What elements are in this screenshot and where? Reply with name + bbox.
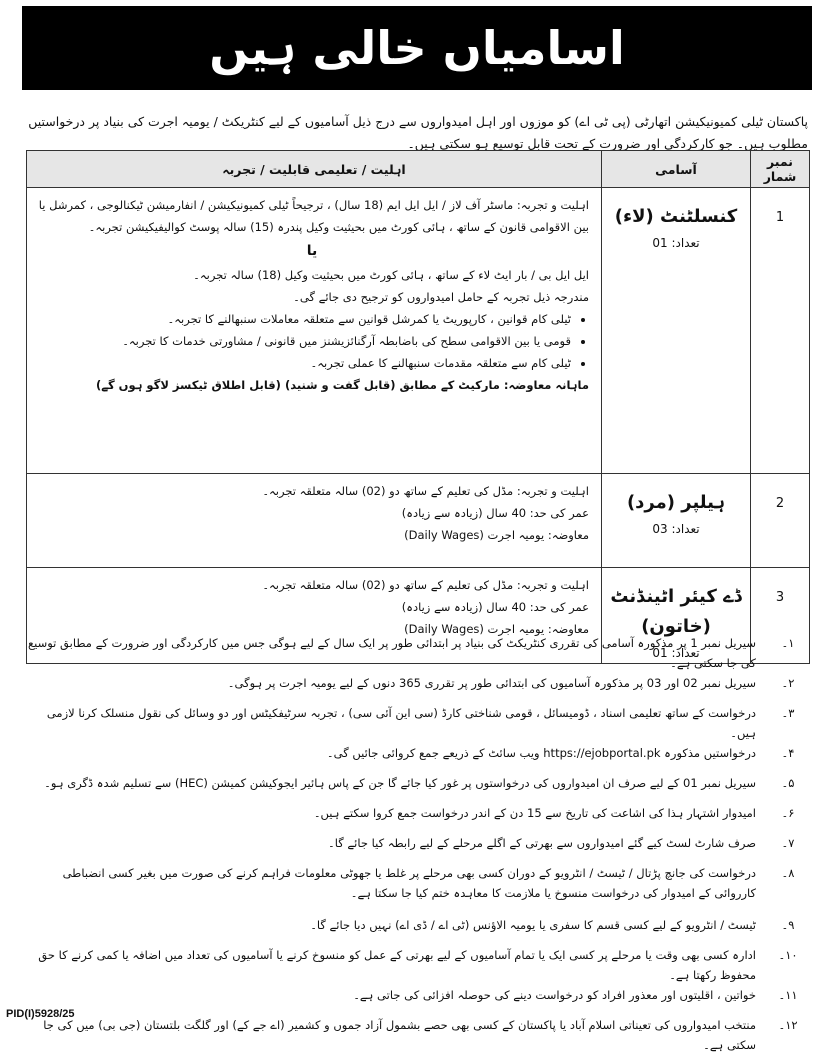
list-item xyxy=(26,773,795,803)
age-line: عمر کی حد: 40 سال (زیادہ سے زیادہ) xyxy=(401,600,589,614)
qualification-line: اہلیت و تجربہ: ماسٹر آف لاز / ایل ایل ایم (18 سال) ، ترجیحاً ٹیلی کمیونیکیشن / انفارمیشن ٹیکنالوجی ، کمرشل یا بین الاقوامی قانون کے ساتھ ، ہائی کورٹ میں بحیثیت وکیل پندرہ (15) سالہ پوسٹ کوالیفیکیشن تجربہ۔ xyxy=(38,198,589,234)
row-qualification xyxy=(27,188,602,474)
vacancies-banner xyxy=(22,6,812,90)
list-item xyxy=(26,1015,798,1055)
post-title: ہیلپر (مرد) xyxy=(626,492,726,513)
qualification-line: اہلیت و تجربہ: مڈل کی تعلیم کے ساتھ دو (02) سالہ متعلقہ تجربہ۔ xyxy=(262,578,589,592)
list-item xyxy=(26,803,795,833)
list-item xyxy=(26,743,795,773)
header-serial: نمبر شمار xyxy=(751,151,810,188)
terms-list xyxy=(26,633,798,1055)
wage-english: (Daily Wages) xyxy=(404,528,484,542)
row-serial: 1 xyxy=(751,188,810,474)
note-text: درخواست کے ساتھ تعلیمی اسناد ، ڈومیسائل ، قومی شناختی کارڈ (سی این آئی سی) ، تجربہ سرٹیفکیٹس اور دو وسائل کی نقول منسلک کرنا لازمی ہیں۔ xyxy=(46,706,756,740)
pid-code: PID(I)5928/25 xyxy=(6,1008,75,1020)
note-text: خواتین ، اقلیتوں اور معذور افراد کو درخواست دینے کی حوصلہ افزائی کی جاتی ہے۔ xyxy=(353,988,756,1002)
qualification-line: ایل ایل بی / بار ایٹ لاء کے ساتھ ، ہائی کورٹ میں بحیثیت وکیل (18) سالہ تجربہ۔ xyxy=(193,268,589,282)
note-number: ۳۔ xyxy=(781,706,795,720)
wage-english: (Daily Wages) xyxy=(404,622,484,636)
list-item xyxy=(26,633,795,673)
post-title: کنسلٹنٹ (لاء) xyxy=(614,206,738,227)
list-item xyxy=(26,673,795,703)
age-line: عمر کی حد: 40 سال (زیادہ سے زیادہ) xyxy=(401,506,589,520)
note-text: سیریل نمبر 01 کے لیے صرف ان امیدواروں کی درخواستوں پر غور کیا جائے گا جن کے پاس ہائیر ایجوکیشن کمیشن (HEC) سے تسلیم شدہ ڈگری ہو۔ xyxy=(44,776,756,790)
wage-line xyxy=(35,524,589,546)
note-number: ۵۔ xyxy=(781,776,795,790)
note-text: ٹیسٹ / انٹرویو کے لیے کسی قسم کا سفری یا یومیہ الاؤنس (ٹی اے / ڈی اے) نہیں دیا جائے گا۔ xyxy=(310,918,756,932)
note-number: ۹۔ xyxy=(781,918,795,932)
preference-list xyxy=(35,308,589,374)
note-number: ۷۔ xyxy=(781,836,795,850)
list-item: • قومی یا بین الاقوامی سطح کی باضابطہ آرگنائزیشنز میں قانونی / مشاورتی خدمات کا تجربہ۔ xyxy=(35,330,571,352)
note-number: ۱۱۔ xyxy=(778,988,798,1002)
salary-line: ماہانہ معاوضہ: مارکیٹ کے مطابق (قابل گفت و شنید) (قابل اطلاق ٹیکسز لاگو ہوں گے) xyxy=(95,378,589,392)
header-qualification: اہلیت / تعلیمی قابلیت / تجربہ xyxy=(27,151,602,188)
list-item xyxy=(26,703,795,743)
row-serial: 3 xyxy=(751,568,810,664)
note-number: ۸۔ xyxy=(781,866,795,880)
wage-label: معاوضہ: یومیہ اجرت xyxy=(487,528,589,542)
table-row xyxy=(27,188,810,474)
note-text: سیریل نمبر 02 اور 03 پر مذکورہ آسامیوں کی ابتدائی طور پر تقرری 365 دنوں کے لیے یومیہ اجرت پر ہوگی۔ xyxy=(227,676,756,690)
note-number: ۶۔ xyxy=(781,806,795,820)
note-text: درخواست کی جانچ پڑتال / ٹیسٹ / انٹرویو کے دوران کسی بھی مرحلے پر غلط یا جھوٹی معلومات فراہم کرنے کی صورت میں بغیر کسی انضباطی کارروائی کے امیدوار کی درخواست منسوخ یا ملازمت کا معاہدہ ختم کیا جا سکتا ہے۔ xyxy=(62,866,756,900)
vacancies-table xyxy=(26,150,810,664)
list-item: • ٹیلی کام سے متعلقہ مقدمات سنبھالنے کا عملی تجربہ۔ xyxy=(35,352,571,374)
qualification-line: اہلیت و تجربہ: مڈل کی تعلیم کے ساتھ دو (02) سالہ متعلقہ تجربہ۔ xyxy=(262,484,589,498)
post-title: ڈے کیئر اٹینڈنٹ xyxy=(610,586,742,607)
post-quantity: تعداد: 01 xyxy=(652,646,700,660)
post-quantity: تعداد: 03 xyxy=(652,522,700,536)
list-item xyxy=(26,863,795,915)
table-header-row xyxy=(27,151,810,188)
note-number: ۱۲۔ xyxy=(778,1018,798,1032)
list-item xyxy=(26,833,795,863)
row-post xyxy=(602,474,751,568)
or-label: یا xyxy=(306,243,318,259)
row-qualification xyxy=(27,474,602,568)
note-number: ۱۰۔ xyxy=(778,948,798,962)
row-post xyxy=(602,188,751,474)
note-text: سیریل نمبر 1 پر مذکورہ آسامی کی تقرری کنٹریکٹ کی بنیاد پر ابتدائی طور پر ایک سال کے لیے ہوگی جس میں کارکردگی اور ضرورت کے مطابق توسیع کی جا سکتی ہے۔ xyxy=(28,636,756,670)
note-text: منتخب امیدواروں کی تعیناتی اسلام آباد یا پاکستان کے کسی بھی حصے بشمول آزاد جموں و کشمیر (اے جے کے) اور گلگت بلتستان (جی بی) میں کی جا سکتی ہے۔ xyxy=(43,1018,756,1052)
note-number: ۲۔ xyxy=(781,676,795,690)
post-gender: (خاتون) xyxy=(641,616,711,637)
table-row xyxy=(27,474,810,568)
note-number: ۱۔ xyxy=(781,636,795,650)
wage-label: معاوضہ: یومیہ اجرت xyxy=(487,622,589,636)
note-number: ۴۔ xyxy=(781,746,795,760)
header-post: آسامی xyxy=(602,151,751,188)
note-text: درخواستیں مذکورہ https://ejobportal.pk ویب سائٹ کے ذریعے جمع کروائی جائیں گی۔ xyxy=(326,746,756,760)
note-text: امیدوار اشتہار ہذا کی اشاعت کی تاریخ سے 15 دن کے اندر درخواست جمع کروا سکتے ہیں۔ xyxy=(313,806,756,820)
preference-line: مندرجہ ذیل تجربہ کے حامل امیدواروں کو ترجیح دی جائے گی۔ xyxy=(293,290,589,304)
list-item: • ٹیلی کام قوانین ، کارپوریٹ یا کمرشل قوانین سے متعلقہ معاملات سنبھالنے کا تجربہ۔ xyxy=(35,308,571,330)
list-item xyxy=(26,985,798,1015)
post-quantity: تعداد: 01 xyxy=(652,236,700,250)
intro-paragraph: پاکستان ٹیلی کمیونیکیشن اتھارٹی (پی ٹی اے) کو موزوں اور اہل امیدواروں سے درج ذیل آسامیوں کے لیے کنٹریکٹ / یومیہ اجرت کی بنیاد پر درخواستیں مطلوب ہیں۔ جو کارکردگی اور ضرورت کے تحت قابل توسیع ہو سکتی ہیں۔ xyxy=(28,113,808,151)
list-item xyxy=(26,915,795,945)
row-serial: 2 xyxy=(751,474,810,568)
list-item xyxy=(26,945,798,985)
note-text: ادارہ کسی بھی وقت یا مرحلے پر کسی ایک یا تمام آسامیوں کے لیے بھرتی کے عمل کو منسوخ کرنے یا آسامیوں کی تعداد میں اضافہ یا کمی کرنے کا حق محفوظ رکھتا ہے۔ xyxy=(38,948,756,982)
note-text: صرف شارٹ لسٹ کیے گئے امیدواروں سے بھرتی کے اگلے مرحلے کے لیے رابطہ کیا جائے گا۔ xyxy=(328,836,756,850)
banner-title: اسامیاں خالی ہیں xyxy=(209,21,625,75)
